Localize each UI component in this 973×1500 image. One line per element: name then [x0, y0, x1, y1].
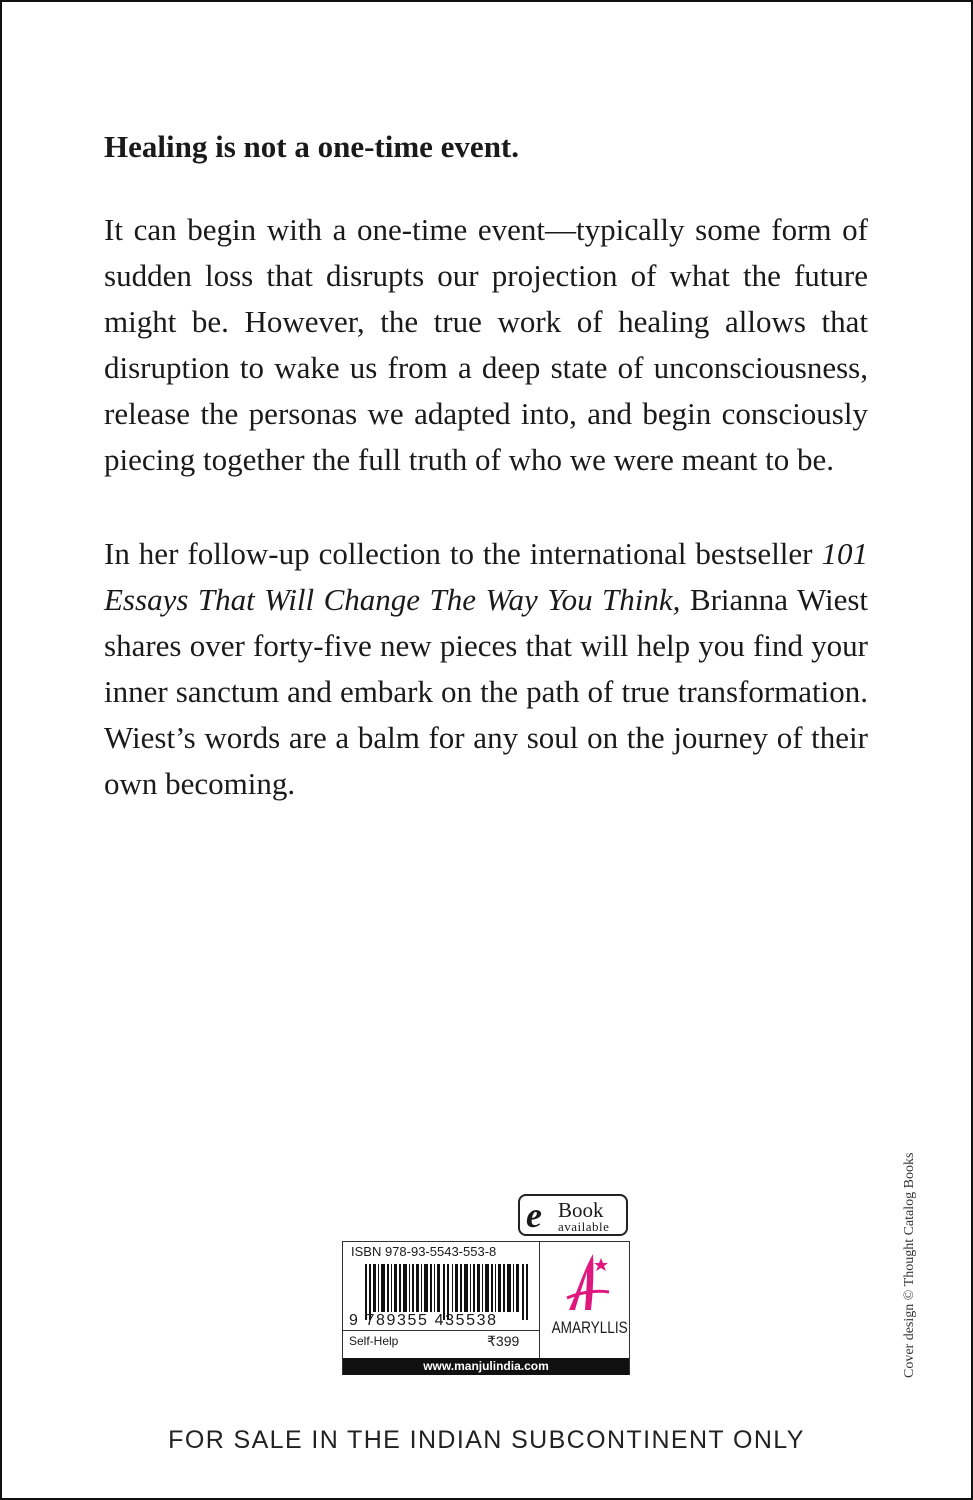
paragraph-two-intro: In her follow-up collection to the international bestseller: [104, 536, 813, 571]
ebook-badge: [518, 1194, 628, 1236]
sale-territory-notice: FOR SALE IN THE INDIAN SUBCONTINENT ONLY: [168, 1426, 805, 1454]
ebook-available: available: [558, 1219, 610, 1234]
isbn-number: ISBN 978-93-5543-553-8: [351, 1244, 497, 1259]
back-cover-blurb: [104, 124, 868, 855]
website-url[interactable]: www.manjulindia.com: [343, 1358, 629, 1375]
genre-label: Self-Help: [349, 1334, 399, 1348]
cover-design-credit: Cover design © Thought Catalog Books: [902, 1152, 917, 1378]
barcode-digits: 9 789355 435538: [349, 1312, 498, 1329]
publisher-name: AMARYLLIS: [551, 1318, 628, 1337]
divider: [343, 1330, 539, 1331]
headline: Healing is not a one-time event.: [104, 129, 520, 164]
barcode-panel: [342, 1241, 630, 1375]
paragraph-two-rest: Brianna Wiest shares over forty-five new pieces that will help you find your inner sanctum and embark on the path of true transformation. Wiest’s words are a balm for any soul on the journey of their own becoming.: [104, 582, 869, 801]
paragraph-one: It can begin with a one-time event—typically some form of sudden loss that disrupts our projection of what the future might be. However, the true work of healing allows that disruption to wake us from a deep state of unconsciousness, release the personas we adapted into, and begin consciously piecing together the full truth of who we were meant to be.: [104, 212, 868, 477]
divider: [539, 1242, 540, 1359]
amaryllis-logo-icon: [563, 1248, 611, 1316]
ebook-label: Book: [558, 1198, 604, 1222]
price-label: ₹399: [487, 1333, 520, 1349]
book-title: 101 Essays That Will Change The Way You Think,: [104, 536, 868, 617]
ebook-e-icon: e: [526, 1195, 542, 1235]
paragraph-two: [104, 531, 868, 807]
